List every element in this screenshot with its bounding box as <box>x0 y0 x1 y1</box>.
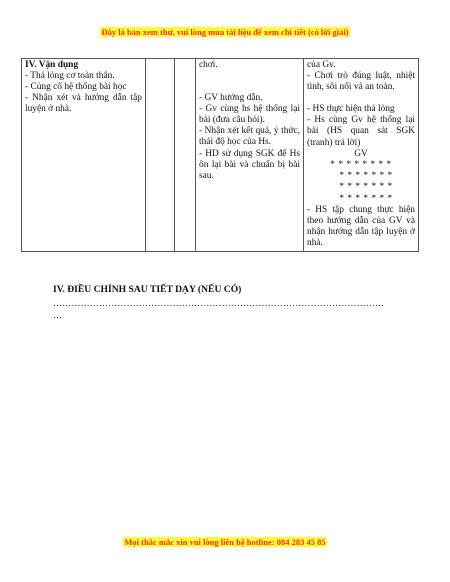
hotline-banner <box>0 537 450 547</box>
content-line: - Nhận xét và hướng dẫn tập luyện ở nhà. <box>25 93 142 115</box>
preview-notice-text: Đây là bản xem thử, vui lòng mua tài liệu để xem chi tiết (có lời giải) <box>101 27 349 37</box>
student-line: - Hs cùng Gv hệ thống lại bài (HS quan sát SGK (tranh) trả lời) <box>307 115 415 148</box>
student-activity-cell <box>304 59 419 252</box>
lesson-plan-table <box>21 58 419 252</box>
teacher-activity-cell <box>196 59 304 252</box>
adjustment-heading: IV. ĐIỀU CHỈNH SAU TIẾT DẠY (NẾU CÓ) <box>53 284 242 295</box>
preview-notice-banner <box>0 27 450 37</box>
table-row <box>22 59 419 252</box>
teacher-line: - Nhận xét kết quả, ý thức, thái độ học của Hs. <box>199 126 300 148</box>
student-line: của Gv. <box>307 60 336 70</box>
student-line: - Chơi trò đúng luật, nhiệt tình, sôi nổi và an toàn. <box>307 71 415 93</box>
gv-label: GV <box>354 148 368 159</box>
count-cell <box>175 59 196 252</box>
dotted-fill-line: … <box>53 310 62 320</box>
time-cell <box>146 59 175 252</box>
hotline-text: Mọi thắc mắc xin vui lòng liên hệ hotline: 084 283 45 85 <box>124 537 326 547</box>
content-line: - Củng cố hệ thống bài học <box>25 82 127 93</box>
section-title: IV. Vận dụng <box>25 60 79 70</box>
teacher-line: - HD sử dụng SGK để Hs ôn lại bài và chuẩn bị bài sau. <box>199 148 300 181</box>
student-line: - HS thực hiện thả lỏng <box>307 104 395 115</box>
teacher-line: - Gv cùng hs hệ thống lại bài (đưa câu hỏi). <box>199 104 300 126</box>
formation-row: * * * * * * * <box>339 171 393 182</box>
formation-row: * * * * * * * * <box>330 159 392 170</box>
content-cell <box>22 59 146 252</box>
student-line: - HS tập chung thực hiện theo hướng dẫn của GV và nhận hướng dẫn tập luyện ở nhà. <box>307 204 415 249</box>
teacher-line: chơi. <box>199 60 218 70</box>
content-line: - Thả lỏng cơ toàn thân. <box>25 71 115 82</box>
dotted-fill-line: ……………………………………………………………………………………………… <box>53 298 385 308</box>
formation-row: * * * * * * * <box>339 193 393 204</box>
teacher-line: - GV hướng dẫn. <box>199 93 263 104</box>
formation-row: * * * * * * * <box>339 182 393 193</box>
formation-diagram <box>307 160 415 205</box>
